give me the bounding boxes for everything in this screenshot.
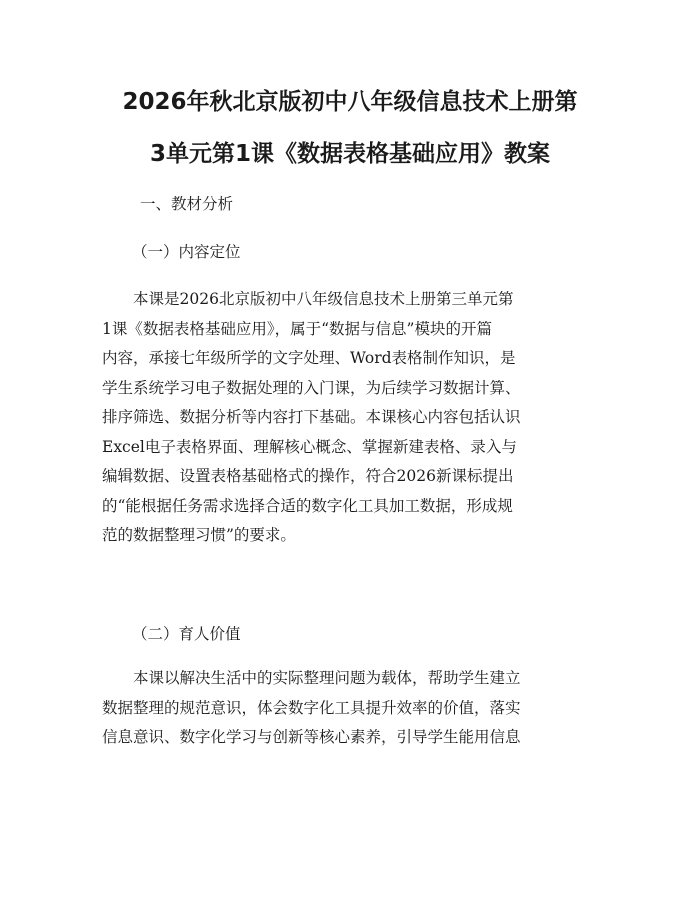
paragraph-educational-value: 本课以解决生活中的实际整理问题为载体，帮助学生建立 数据整理的规范意识，体会数字化工具提升效率的价值，落实 信息意识、数字化学习与创新等核心素养，引导学生能用信息	[102, 669, 521, 746]
section-heading-textbook-analysis: 一、教材分析	[140, 195, 234, 213]
document-title-line-2: 3单元第1课《数据表格基础应用》教案	[149, 141, 550, 167]
document-title-line-1: 2026年秋北京版初中八年级信息技术上册第	[122, 89, 578, 115]
subsection-heading-educational-value: （二）育人价值	[132, 625, 241, 643]
subsection-heading-content-positioning: （一）内容定位	[132, 243, 241, 261]
paragraph-content-positioning: 本课是2026北京版初中八年级信息技术上册第三单元第 1课《数据表格基础应用》，属于“数据与信息”模块的开篇 内容，承接七年级所学的文字处理、Word表格制作知识，是 学生系统学习电子数据处理的入门课，为后续学习数据计算、 排序筛选、数据分析等内容打下基础。本课核心内容包括认识 Excel电子表格界面、理解核心概念、掌握新建表格、录入与 编辑数据、设置表格基础格式的操作，符合2026新课标提出 的“能根据任务需求选择合适的数字化工具加工数据，形成规 范的数据整理习惯”的要求。	[102, 290, 521, 544]
